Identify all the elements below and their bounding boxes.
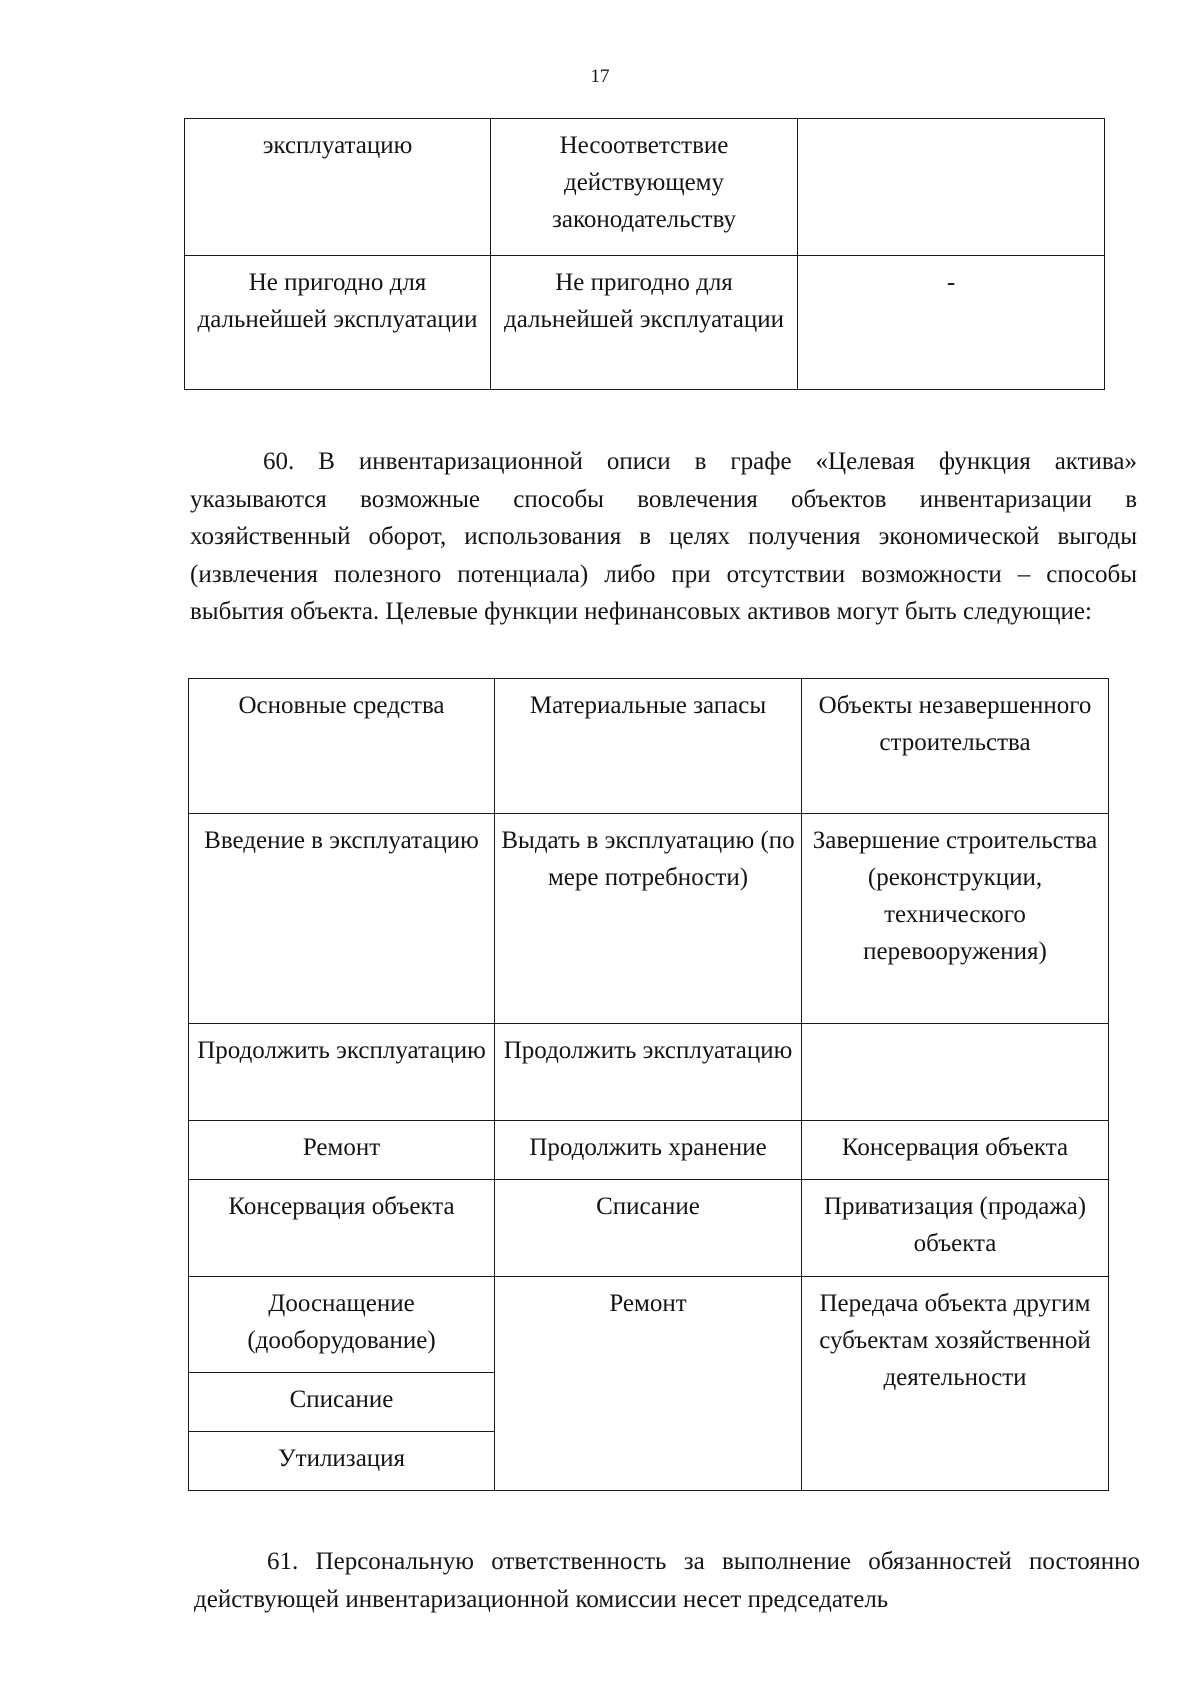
table-cell [798,119,1105,256]
table-cell: эксплуатацию [185,119,491,256]
column-header: Основные средства [189,679,495,814]
table-cell: Передача объекта другим субъектам хозяйственной деятельности [802,1277,1109,1491]
table-row [189,1121,1109,1180]
column-header: Объекты незавершенного строительства [802,679,1109,814]
paragraph-60: 60. В инвентаризационной описи в графе «Целевая функция актива» указываются возможные способы вовлечения объектов инвентаризации в хозяйственный оборот, использования в целях получения экономической выгоды (извлечения полезного потенциала) либо при отсутствии возможности – способы выбытия объекта. Целевые функции нефинансовых активов могут быть следующие: [190,448,1137,625]
status-table [184,118,1105,390]
table-cell: Не пригодно для дальнейшей эксплуатации [491,256,798,390]
table-row [189,1024,1109,1121]
table-cell: Консервация объекта [189,1180,495,1277]
table-row [189,814,1109,1024]
target-functions-table [188,678,1109,1491]
table-cell [802,1024,1109,1121]
table-row [185,256,1105,390]
paragraph-61: 61. Персональную ответственность за выполнение обязанностей постоянно действующей инвентаризационной комиссии несет председатель [194,1548,1140,1613]
table-cell: Списание [189,1373,495,1432]
table-header-row [189,679,1109,814]
table-row [189,1180,1109,1277]
table-cell: Продолжить эксплуатацию [495,1024,802,1121]
table-row [189,1277,1109,1373]
table-cell: Ремонт [189,1121,495,1180]
table-cell: Несоответствие действующему законодательству [491,119,798,256]
table-cell: Не пригодно для дальнейшей эксплуатации [185,256,491,390]
table-cell: Приватизация (продажа) объекта [802,1180,1109,1277]
page-number: 17 [590,66,610,87]
table-cell: Продолжить эксплуатацию [189,1024,495,1121]
table-cell: Дооснащение (дооборудование) [189,1277,495,1373]
table-cell: Выдать в эксплуатацию (по мере потребности) [495,814,802,1024]
table-cell: Продолжить хранение [495,1121,802,1180]
table-cell: Введение в эксплуатацию [189,814,495,1024]
table-row [185,119,1105,256]
table-cell: - [798,256,1105,390]
table-cell: Завершение строительства (реконструкции, технического перевооружения) [802,814,1109,1024]
table-cell: Консервация объекта [802,1121,1109,1180]
table-cell: Списание [495,1180,802,1277]
table-cell: Утилизация [189,1432,495,1491]
table-cell: Ремонт [495,1277,802,1491]
column-header: Материальные запасы [495,679,802,814]
